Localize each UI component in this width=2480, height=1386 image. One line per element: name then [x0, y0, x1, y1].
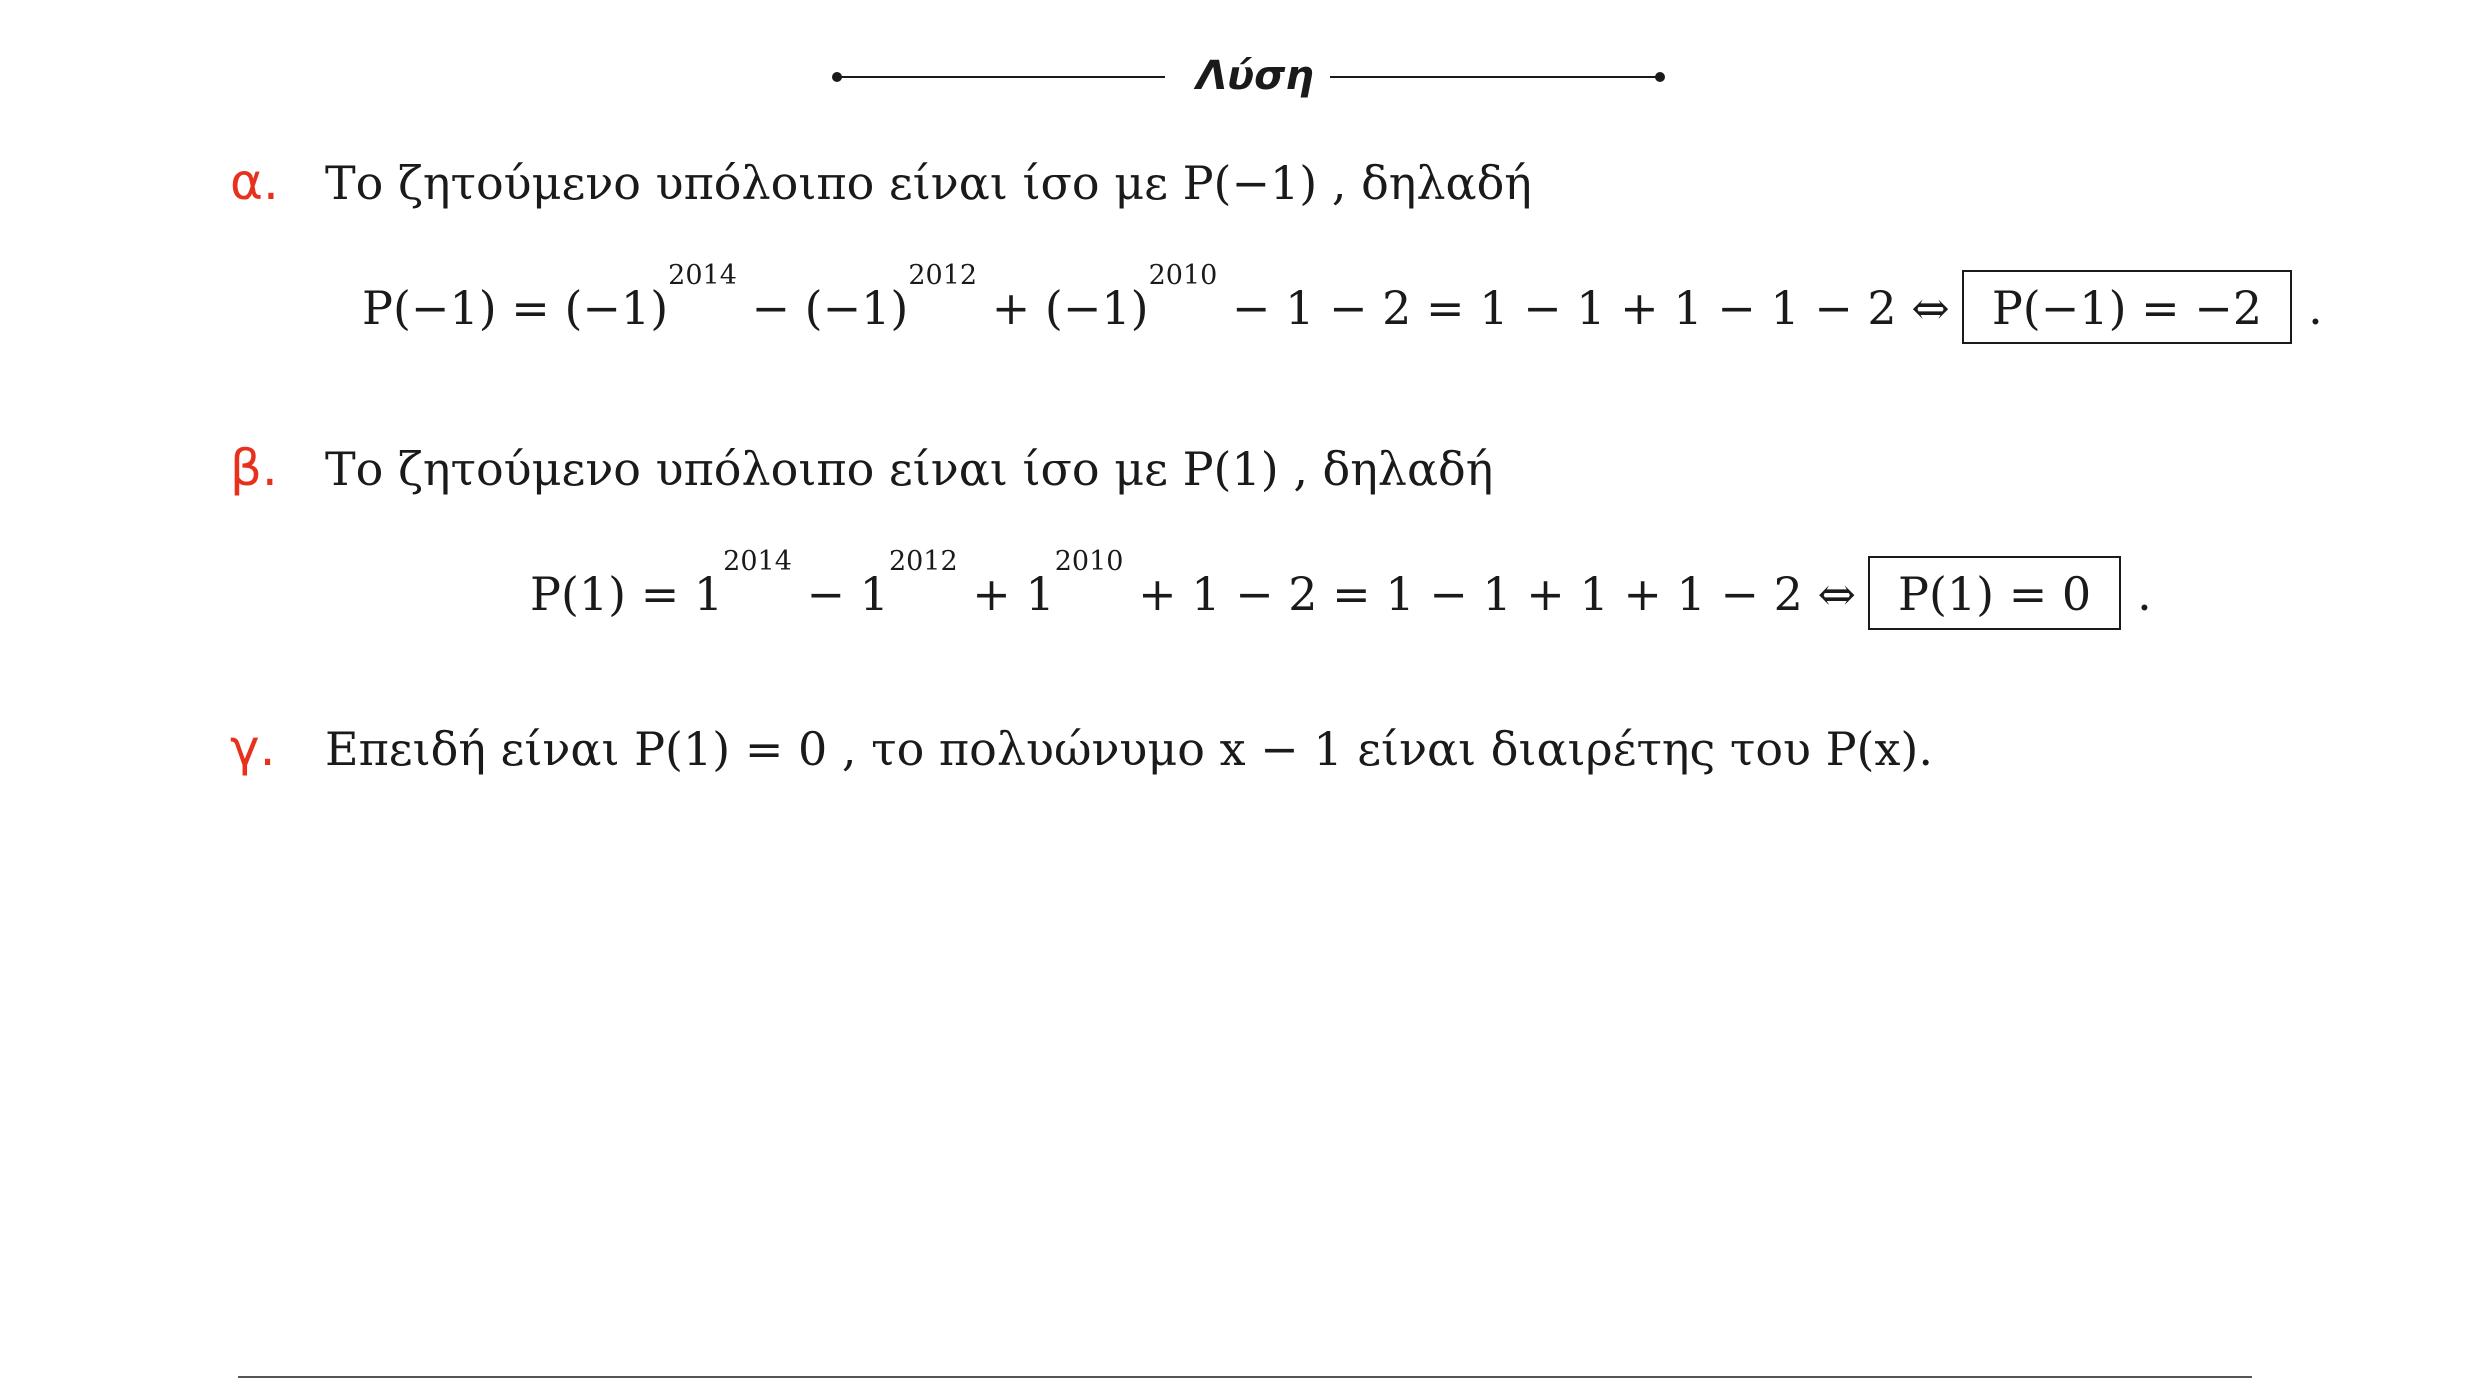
part-a-exp1: 2014 [668, 260, 737, 291]
part-a-eq-lhs: P(−1) = (−1) [362, 281, 669, 335]
header-right-dot [1655, 72, 1665, 82]
part-a-eq-mid2: + (−1) [977, 281, 1149, 335]
part-a-eq-mid1: − (−1) [736, 281, 909, 335]
part-a-statement [230, 152, 1532, 213]
part-c-label: γ. [230, 719, 276, 777]
part-b-boxed-result: P(1) = 0 [1868, 556, 2121, 630]
header-right-rule [1330, 76, 1660, 78]
part-b-exp3: 2010 [1054, 546, 1124, 577]
header-title: Λύση [1196, 53, 1314, 99]
part-b-eq-lhs: P(1) = 1 [530, 567, 724, 621]
part-b-equation [530, 546, 2152, 630]
part-b-label: β. [230, 439, 278, 497]
part-b-eq-mid2: + 1 [957, 567, 1055, 621]
part-b-eq-tail: + 1 − 2 = 1 − 1 + 1 + 1 − 2 ⇔ [1123, 567, 1856, 621]
part-a-equation [362, 260, 2323, 344]
part-a-eq-tail: − 1 − 2 = 1 − 1 + 1 − 1 − 2 ⇔ [1217, 281, 1950, 335]
part-a-text: Το ζητούμενο υπόλοιπο είναι ίσο με P(−1) , δηλαδή [325, 156, 1532, 210]
footer-rule [238, 1376, 2252, 1378]
part-a-boxed-result: P(−1) = −2 [1962, 270, 2292, 344]
part-b-eq-mid1: − 1 [791, 567, 889, 621]
part-a-exp3: 2010 [1148, 260, 1218, 291]
part-a-exp2: 2012 [908, 260, 978, 291]
part-c-text: Επειδή είναι P(1) = 0 , το πολυώνυμο x − 1 είναι διαιρέτης του P(x). [325, 722, 1934, 776]
part-b-statement [230, 438, 1493, 499]
part-c-statement [230, 718, 1933, 779]
solution-header [0, 48, 2480, 104]
part-b-text: Το ζητούμενο υπόλοιπο είναι ίσο με P(1) , δηλαδή [325, 442, 1494, 496]
part-b-exp2: 2012 [888, 546, 958, 577]
part-b-eq-end: . [2137, 567, 2152, 621]
part-a-eq-end: . [2308, 281, 2323, 335]
part-a-label: α. [230, 153, 279, 211]
header-left-rule [837, 76, 1165, 78]
part-b-exp1: 2014 [723, 546, 792, 577]
